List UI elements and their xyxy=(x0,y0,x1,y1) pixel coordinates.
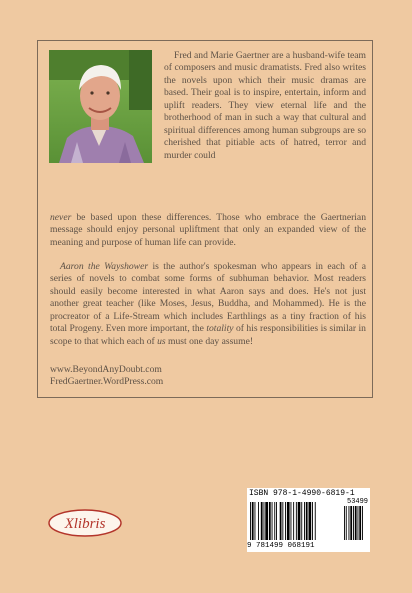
barcode-number: 9 781499 068191 xyxy=(247,542,315,550)
barcode-bar xyxy=(255,502,256,540)
barcode-bar xyxy=(304,502,305,540)
isbn-barcode xyxy=(247,488,370,552)
book-title: Aaron the Wayshower xyxy=(60,261,149,272)
aaron-text-totality: totality xyxy=(206,323,234,335)
aaron-text-2: of his responsibilities is similar in scope to that which each of xyxy=(50,323,366,347)
price-barcode-bar xyxy=(350,506,352,540)
barcode-bar xyxy=(296,502,297,540)
barcode-bar xyxy=(285,502,286,540)
barcode-bar xyxy=(276,502,277,540)
author-photo xyxy=(49,50,152,163)
price-barcode-bar xyxy=(355,506,357,540)
barcode-bar xyxy=(264,502,265,540)
price-barcode-bar xyxy=(353,506,354,540)
barcode-bar xyxy=(258,502,259,540)
barcode-bars xyxy=(250,502,368,542)
barcode-bar xyxy=(269,502,271,540)
isbn-label: ISBN 978-1-4990-6819-1 xyxy=(249,489,355,498)
barcode-bar xyxy=(306,502,308,540)
barcode-bar xyxy=(265,502,268,540)
barcode-bar xyxy=(287,502,290,540)
barcode-bar xyxy=(274,502,275,540)
xlibris-logo xyxy=(47,508,123,538)
price-barcode-bar xyxy=(346,506,347,540)
aaron-paragraph xyxy=(50,261,366,348)
logo-text: Xlibris xyxy=(64,516,106,532)
barcode-bar xyxy=(312,502,313,540)
barcode-bar xyxy=(272,502,273,540)
barcode-bar xyxy=(293,502,294,540)
website-links xyxy=(50,364,163,389)
barcode-bar xyxy=(315,502,316,540)
price-barcode-bar xyxy=(344,506,345,540)
price-barcode-bar xyxy=(349,506,350,540)
aaron-text-us: us xyxy=(157,335,166,347)
aaron-text-1: is the author's spokesman who appears in each of a series of novels to combat some forms of subhuman behavior. Most readers should easily become interested in what Aaron says and does. He's not just another great teacher (like Moses, Jesus, Buddha, and Mohammed). He is the procreator of a Life-Stream which includes Earthlings as a tiny fraction of his total Progeny. Even more important, the xyxy=(50,261,367,335)
barcode-bar xyxy=(309,502,312,540)
aaron-text-3: must one day assume! xyxy=(165,335,254,347)
website-link-1[interactable]: www.BeyondAnyDoubt.com xyxy=(50,364,162,375)
bio-paragraph-intro xyxy=(164,50,366,162)
barcode-bar xyxy=(252,502,254,540)
price-barcode-bar xyxy=(358,506,359,540)
barcode-bar xyxy=(261,502,263,540)
website-link-2[interactable]: FredGaertner.WordPress.com xyxy=(50,376,164,388)
bio-text-never: never xyxy=(50,212,72,223)
price-code: 53499 xyxy=(347,498,369,506)
price-barcode-bar xyxy=(362,506,363,540)
barcode-bar xyxy=(291,502,292,540)
barcode-bar xyxy=(298,502,301,540)
barcode-bar xyxy=(280,502,282,540)
bio-paragraph-cont xyxy=(50,212,366,249)
price-barcode-bar xyxy=(359,506,361,540)
bio-text-1: Fred and Marie Gaertner are a husband-wife team of composers and music dramatists. Fred also writes the novels upon which their music dramas are based. Their goal is to inspire, entertain, inform and uplift readers. They view eternal life and the brotherhood of man in such a way that cultural and spiritual differences among human subgroups are so cherished that pitiable acts of hatred, terror and murder could xyxy=(164,50,366,161)
barcode-bar xyxy=(250,502,251,540)
barcode-bar xyxy=(301,502,302,540)
bio-text-2: be based upon these differences. Those who embrace the Gaertnerian message should enjoy personal upliftment that only an expanded view of the meaning and purpose of human life can provide. xyxy=(50,212,366,248)
barcode-bar xyxy=(282,502,283,540)
